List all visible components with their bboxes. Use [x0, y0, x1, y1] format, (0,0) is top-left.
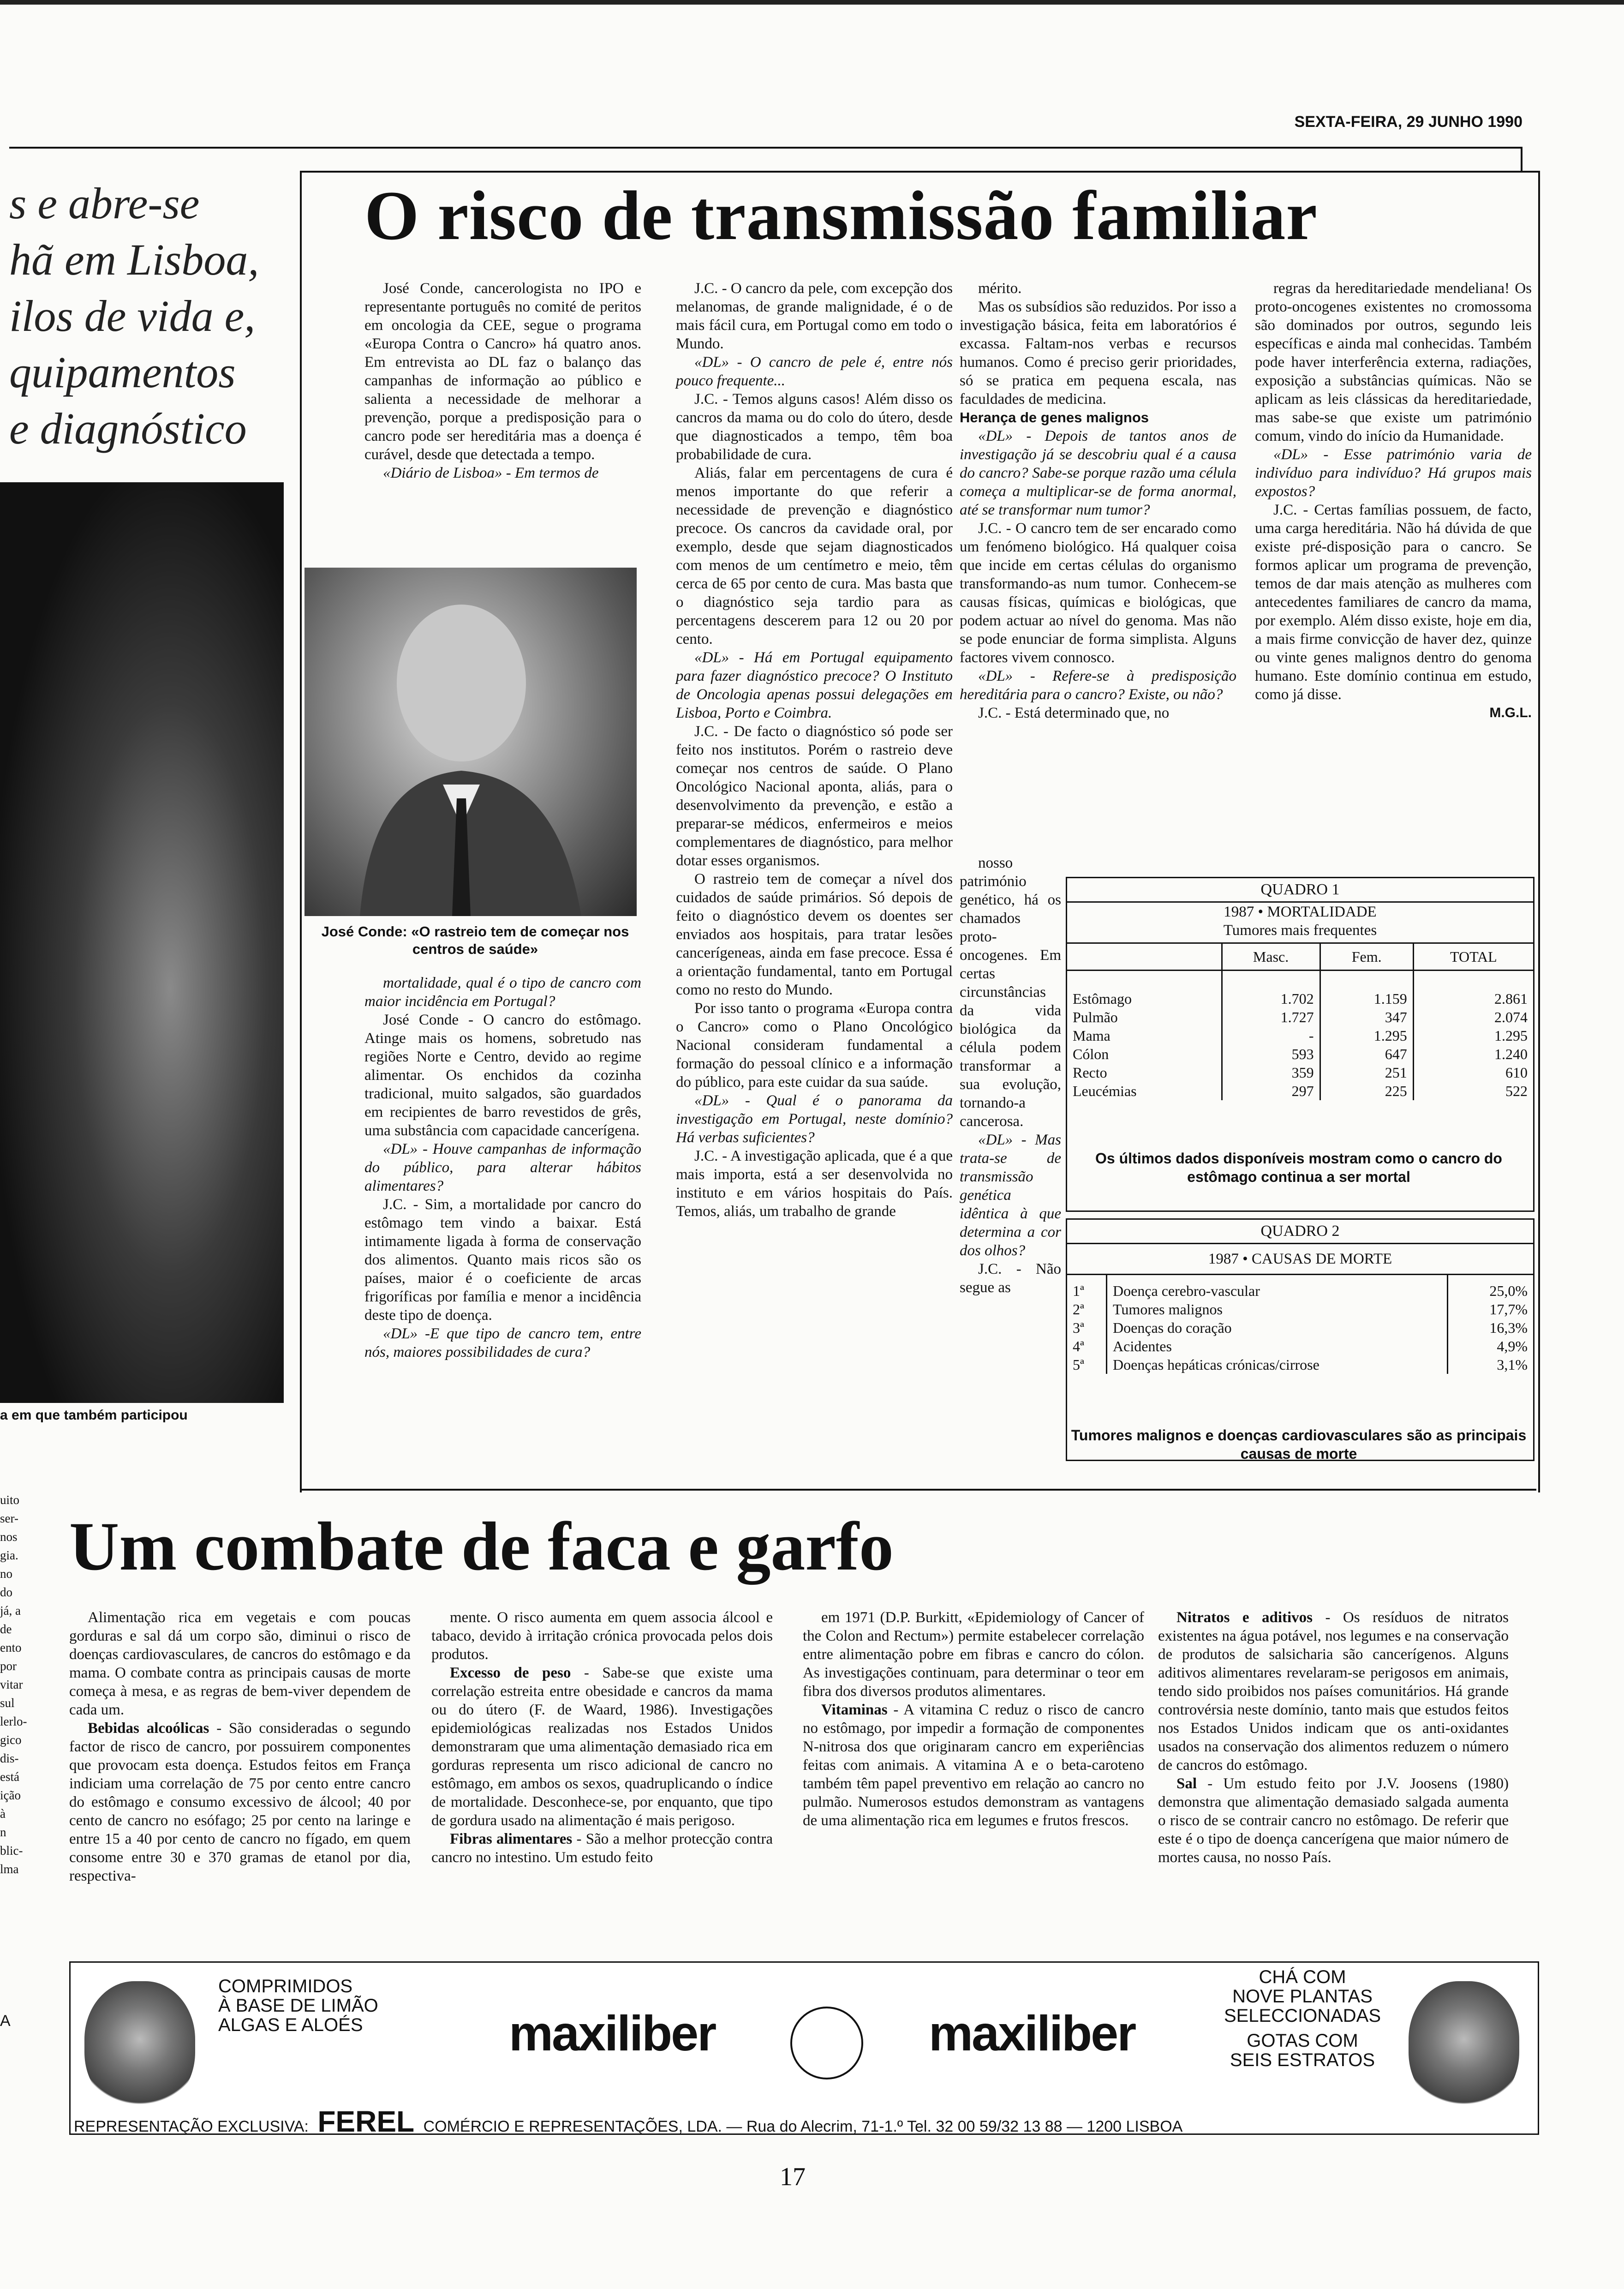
article-paragraph: «DL» - Há em Portugal equipamento para fazer diagnóstico precoce? O Instituto de Oncologia apenas possui delegações em Lisboa, Porto e Coimbra.: [676, 649, 953, 721]
table-cell: 5ª: [1067, 1355, 1107, 1374]
article-paragraph: Aliás, falar em percentagens de cura é menos importante do que referir a necessidade de prevenção e diagnóstico precoce. Os cancros da cavidade oral, por exemplo, desde que sejam diagnosticados com menos de um centímetro e meio, têm cerca de 65 por cento de cura. Mas basta que o diagnóstico seja tardio para as percentagens descerem para 12 ou 20 por cento.: [676, 465, 953, 647]
table-cell: 4ª: [1067, 1337, 1107, 1355]
table-cell: Tumores malignos: [1113, 1301, 1223, 1318]
article-paragraph: J.C. - A investigação aplicada, que é a que mais importa, está a ser desenvolvida no instituto e em vários hospitais do País. Temos, aliás, um trabalho de grande: [676, 1148, 953, 1220]
article-paragraph: J.C. - De facto o diagnóstico só pode ser feito nos institutos. Porém o rastreio deve começar nos centros de saúde. O Plano Oncológico Nacional aponta, aliás, para o desenvolvimento da prevenção, e estão a preparar-se médicos, enfermeiros e meios complementares de diagnóstico, para melhor dotar esses organismos.: [676, 723, 953, 869]
column-header: [1067, 943, 1222, 971]
article-2-headline: Um combate de faca e garfo: [69, 1508, 894, 1585]
left-fragment: ento: [0, 1641, 22, 1654]
article-paragraph: José Conde, cancerologista no IPO e representante português no comité de peritos em oncologia da CEE, segue o programa «Europa Contra o Cancro» há quatro anos. Em entrevista ao DL faz o balanço das campanhas de informação ao público e salienta a necessidade de melhorar a prevenção, porque a predisposição para o cancro pode ser hereditária mas a doença é curável, desde que detectada a tempo.: [364, 280, 641, 463]
article-paragraph: J.C. - O cancro da pele, com excepção dos melanomas, de grande malignidade, é o de mais fácil cura, em Portugal como em todo o Mundo.: [676, 280, 953, 352]
ad-left-line: COMPRIMIDOS: [218, 1976, 353, 1996]
flower-illustration-icon: [84, 1981, 195, 2110]
top-rule-tick: [1521, 147, 1522, 172]
table-row: [1067, 1300, 1533, 1318]
article-paragraph: mortalidade, qual é o tipo de cancro com maior incidência em Portugal?: [364, 975, 641, 1010]
article-paragraph: J.C. - O cancro tem de ser encarado como um fenómeno biológico. Há qualquer coisa que incide em certas células do organismo transformando-as num tumor. Conhecem-se causas físicas, químicas e biológicas, que podem actuar ao nível do genoma. Mas não se pode enunciar de forma simplista. Alguns factores vivem connosco.: [960, 520, 1236, 666]
brand-logo-right: maxiliber: [929, 2005, 1135, 2061]
left-fragment: vitar: [0, 1678, 23, 1691]
left-column-fragments: [0, 1491, 46, 1878]
table-cell: Doenças hepáticas crónicas/cirrose: [1113, 1356, 1320, 1373]
teaser-line: ilos de vida e,: [9, 291, 256, 341]
teaser-line: s e abre-se: [9, 179, 200, 228]
article-paragraph: «DL» - Depois de tantos anos de investigação já se descobriu qual é a causa do cancro? Sabe-se porque razão uma célula começa a multiplicar-se de forma anormal, até se transformar num tumor?: [960, 428, 1236, 518]
table-cell: 16,3%: [1448, 1318, 1534, 1337]
article-paragraph: Alimentação rica em vegetais e com poucas gorduras e sal dá um corpo são, diminui o risco de doenças cardiovasculares, de cancros do estômago e da mama. O combate contra as principais causas de morte começa à mesa, e as regras de bem-viver dependem de cada um.: [69, 1609, 411, 1718]
article-paragraph: J.C. - Temos alguns casos! Além disso os cancros da mama ou do colo do útero, desde que diagnosticados a tempo, têm boa probabilidade de cura.: [676, 391, 953, 463]
table-cell: 1.702: [1222, 989, 1320, 1008]
article-paragraph: José Conde - O cancro do estômago. Atinge mais os homens, sobretudo nas regiões Norte e Centro, devido ao regime alimentar. Os enchidos da cozinha tradicional, muito salgados, são guardados em recipientes de barro revestidos de grês, uma substância com capacidade cancerígena.: [364, 1012, 641, 1139]
article-box-bottom-rule: [300, 1489, 1536, 1491]
table-cell: Leucémias: [1073, 1083, 1137, 1099]
left-fragment: A: [0, 2012, 11, 2030]
article-paragraph: «DL» - Refere-se à predisposição hereditária para o cancro? Existe, ou não?: [960, 668, 1236, 703]
ad-right-line: GOTAS COM: [1247, 2031, 1358, 2051]
quadro-2-subtitle: 1987 • CAUSAS DE MORTE: [1067, 1244, 1533, 1275]
teaser-headline: [9, 175, 286, 457]
article-column-3-narrow: [960, 854, 1061, 1297]
column-header: Fem.: [1320, 943, 1413, 971]
left-fragment: ser-: [0, 1511, 18, 1525]
article-paragraph: em 1971 (D.P. Burkitt, «Epidemiology of Cancer of the Colon and Rectum») permite estabelecer correlação entre alimentação pobre em fibras e cancro do cólon. As investigações continuam, para determinar o teor em fibra dos diversos produtos alimentares.: [803, 1609, 1144, 1700]
article-paragraph: mente. O risco aumenta em quem associa álcool e tabaco, devido à irritação crónica provocada pelos dois produtos.: [431, 1609, 773, 1663]
table-cell: 297: [1222, 1082, 1320, 1100]
author-signature: M.G.L.: [1489, 705, 1532, 720]
table-cell: Cólon: [1073, 1046, 1109, 1062]
left-fragment: gico: [0, 1733, 22, 1747]
ad-right-line: SEIS ESTRATOS: [1230, 2050, 1375, 2070]
top-rule: [9, 147, 1522, 149]
left-fragment: ição: [0, 1788, 21, 1802]
left-fragment: sul: [0, 1696, 15, 1710]
ad-left-line: ALGAS E ALOÉS: [218, 2015, 363, 2035]
quadro-2-caption: Tumores malignos e doenças cardiovasculares são as principais causas de morte: [1071, 1427, 1527, 1462]
quadro-1-subtitle: 1987 • MORTALIDADE: [1224, 904, 1377, 920]
table-row: [1067, 1026, 1533, 1045]
left-fragment: do: [0, 1585, 12, 1599]
ad-right-line: SELECCIONADAS: [1224, 2006, 1381, 2026]
table-row: [1067, 1275, 1533, 1300]
article-headline: O risco de transmissão familiar: [364, 177, 1318, 254]
article-paragraph: «DL» - Mas trata-se de transmissão genética idêntica à que determina a cor dos olhos?: [960, 1132, 1061, 1259]
table-cell: 593: [1222, 1045, 1320, 1063]
table-cell: 1.240: [1413, 1045, 1533, 1063]
quadro-2-table: [1066, 1218, 1534, 1461]
left-fragment: dis-: [0, 1751, 19, 1765]
article-column-1-top: [364, 279, 641, 482]
article-paragraph: J.C. - Certas famílias possuem, de facto, uma carga hereditária. Não há dúvida de que existe pré-disposição para o cancro. Se formos aplicar um programa de prevenção, temos de dar mais atenção as mulheres com antecedentes familiares de cancro da mama, por exemplo. Além disso existe, hoje em dia, a mais firme convicção de haver dez, quinze ou vinte genes malignos dentro do genoma humano. Este domínio continua em estudo, como já disse.: [1255, 502, 1532, 703]
table-cell: Estômago: [1073, 990, 1132, 1007]
table-cell: Acidentes: [1113, 1338, 1172, 1354]
table-row: [1067, 1337, 1533, 1355]
article-paragraph: nosso património genético, há os chamados proto-oncogenes. Em certas circunstâncias da vida biológica da célula podem transformar a sua evolução, tornando-a cancerosa.: [960, 855, 1061, 1130]
left-fragment: já, a: [0, 1604, 21, 1618]
table-row: [1067, 1063, 1533, 1082]
table-row: [1067, 989, 1533, 1008]
top-border: [0, 0, 1624, 5]
ad-right-line: NOVE PLANTAS: [1232, 1986, 1373, 2007]
ad-left-copy: [218, 1977, 378, 2035]
table-row: [1067, 1318, 1533, 1337]
table-cell: 647: [1320, 1045, 1413, 1063]
ad-footer-text: COMÉRCIO E REPRESENTAÇÕES, LDA. — Rua do Alecrim, 71-1.º Tel. 32 00 59/32 13 88 — 1200 LISBOA: [423, 2118, 1183, 2135]
article-column-4: [1255, 279, 1532, 722]
ferel-logo: FEREL: [317, 2105, 415, 2138]
article-paragraph: O rastreio tem de começar a nível dos cuidados de saúde primários. Só depois de feito o diagnóstico devem os doentes ser enviados aos hospitais, para tratar lesões cancerígeneas, ainda em fase precoce. Essa é a orientação fundamental, tanto em Portugal como no resto do Mundo.: [676, 871, 953, 998]
left-fragment: n: [0, 1825, 6, 1839]
article-paragraph: Por isso tanto o programa «Europa contra o Cancro» como o Plano Oncológico Nacional consideram fundamental a formação do pessoal clínico e a informação do público, para este cuidar da sua saúde.: [676, 1000, 953, 1091]
teaser-line: quipamentos: [9, 348, 236, 397]
left-fragment: blic-: [0, 1844, 23, 1858]
article-2-column-3: [803, 1608, 1144, 1830]
table-cell: 225: [1320, 1082, 1413, 1100]
table-cell: 1.295: [1320, 1026, 1413, 1045]
left-fragment: à: [0, 1807, 6, 1821]
table-cell: 4,9%: [1448, 1337, 1534, 1355]
table-cell: 25,0%: [1448, 1275, 1534, 1300]
paragraph-lead: Excesso de peso: [450, 1665, 571, 1681]
article-paragraph: «DL» - O cancro de pele é, entre nós pouco frequente...: [676, 354, 953, 389]
table-row: [1067, 1355, 1533, 1374]
article-paragraph: «DL» - Esse património varia de indivíduo para indivíduo? Há grupos mais expostos?: [1255, 446, 1532, 500]
article-2-column-4: [1158, 1608, 1509, 1867]
article-paragraph: «Diário de Lisboa» - Em termos de: [383, 465, 599, 481]
subheading: Herança de genes malignos: [960, 409, 1149, 425]
table-cell: 347: [1320, 1008, 1413, 1026]
article-paragraph: Nitratos e aditivos - Os resíduos de nitratos existentes na água potável, nos legumes e na conservação de produtos de salsicharia são cancerígenos. Alguns aditivos alimentares revelaram-se perigosos em animais, tendo sido proibidos nos países comunitários. Há grande controvérsia neste domínio, tanto mais que estudos feitos nos Estados Unidos indicam que os anti-oxidantes usados na conservação dos alimentos reduzem o número de cancros do estômago.: [1158, 1609, 1509, 1774]
left-fragment: por: [0, 1659, 17, 1673]
portrait-silhouette-icon: [304, 568, 637, 916]
article-column-3: [960, 279, 1236, 722]
table-cell: 17,7%: [1448, 1300, 1534, 1318]
table-cell: 610: [1413, 1063, 1533, 1082]
article-column-1-bottom: [364, 974, 641, 1361]
table-cell: 522: [1413, 1082, 1533, 1100]
page-number: 17: [780, 2163, 806, 2191]
table-cell: 1.727: [1222, 1008, 1320, 1026]
table-cell: 359: [1222, 1063, 1320, 1082]
table-cell: Recto: [1073, 1064, 1107, 1081]
article-paragraph: «DL» -E que tipo de cancro tem, entre nós, maiores possibilidades de cura?: [364, 1325, 641, 1360]
column-header: Masc.: [1222, 943, 1320, 971]
article-2-column-2: [431, 1608, 773, 1867]
table-cell: 251: [1320, 1063, 1413, 1082]
article-paragraph: Sal - Um estudo feito por J.V. Joosens (1980) demonstra que alimentação demasiado salgada aumenta o risco de se contrair cancro no estômago. De referir que este é o tipo de doença cancerígena que maior número de mortes causa, no nosso País.: [1158, 1775, 1509, 1866]
table-row: [1067, 1008, 1533, 1026]
article-2-column-1: [69, 1608, 411, 1885]
flower-illustration-icon: [1409, 1981, 1519, 2110]
table-row: [1067, 1045, 1533, 1063]
left-fragment: lerlo-: [0, 1714, 27, 1728]
table-cell: 1.159: [1320, 989, 1413, 1008]
table-cell: Mama: [1073, 1027, 1111, 1044]
portrait-caption: José Conde: «O rastreio tem de começar nos centros de saúde»: [321, 923, 629, 957]
quadro-1-title: QUADRO 1: [1067, 878, 1533, 903]
table-cell: 3,1%: [1448, 1355, 1534, 1374]
quadro-1-subtitle-2: Tumores mais frequentes: [1223, 922, 1377, 939]
paragraph-lead: Fibras alimentares: [450, 1831, 573, 1847]
left-fragment: gia.: [0, 1548, 18, 1562]
table-cell: Pulmão: [1073, 1009, 1118, 1025]
article-paragraph: «DL» - Houve campanhas de informação do público, para alterar hábitos alimentares?: [364, 1141, 641, 1194]
table-cell: -: [1222, 1026, 1320, 1045]
table-cell: 3ª: [1067, 1318, 1107, 1337]
article-paragraph: «DL» - Qual é o panorama da investigação em Portugal, neste domínio? Há verbas suficientes?: [676, 1092, 953, 1146]
portrait-photo: [304, 568, 637, 916]
paragraph-lead: Vitaminas: [821, 1702, 888, 1718]
article-column-2: [676, 279, 953, 1221]
article-paragraph: Fibras alimentares - São a melhor protecção contra cancro no intestino. Um estudo feito: [431, 1831, 773, 1866]
article-paragraph: J.C. - Não segue as: [960, 1261, 1061, 1296]
quadro-2-grid: [1067, 1275, 1533, 1374]
article-paragraph: regras da hereditariedade mendeliana! Os proto-oncogenes existentes no cromossoma são dominados por outros, segundo leis específicas e ainda mal conhecidas. Também pode haver interferência externa, radiações, exposição a substâncias químicas. Não se aplicam as leis clássicas da hereditariedade, mas sabe-se que existe um património comum, vindo do início da Humanidade.: [1255, 280, 1532, 444]
ad-right-line: CHÁ COM: [1259, 1967, 1346, 1987]
left-fragment: uito: [0, 1493, 20, 1507]
table-cell: Doenças do coração: [1113, 1319, 1232, 1336]
article-paragraph: J.C. - Sim, a mortalidade por cancro do estômago tem vindo a baixar. Está intimamente ligada à forma de conservação dos alimentos. Quanto mais ricos são os países, maior é o coeficiente de arcas frigoríficas por família e menor a incidência deste tipo de doença.: [364, 1196, 641, 1324]
ad-left-line: À BASE DE LIMÃO: [218, 1995, 378, 2016]
paragraph-lead: Sal: [1176, 1775, 1197, 1792]
column-header: TOTAL: [1413, 943, 1533, 971]
teaser-line: hã em Lisboa,: [9, 235, 259, 284]
paragraph-lead: Bebidas alcoólicas: [88, 1720, 209, 1737]
left-fragment: de: [0, 1622, 12, 1636]
paragraph-lead: Nitratos e aditivos: [1176, 1609, 1313, 1626]
left-photo: [0, 482, 284, 1403]
table-cell: 2ª: [1067, 1300, 1107, 1318]
table-cell: 2.861: [1413, 989, 1533, 1008]
left-fragment: no: [0, 1567, 12, 1581]
teaser-line: e diagnóstico: [9, 404, 247, 453]
brand-logo-left: maxiliber: [509, 2005, 716, 2061]
table-cell: 1ª: [1067, 1275, 1107, 1300]
ad-footer-prefix: REPRESENTAÇÃO EXCLUSIVA:: [74, 2118, 309, 2135]
left-photo-caption: a em que também participou: [0, 1408, 188, 1423]
left-fragment: nos: [0, 1530, 18, 1544]
article-paragraph: Mas os subsídios são reduzidos. Por isso a investigação básica, feita em laboratórios é excassa. Faltam-nos verbas e recursos humanos. Como é preciso gerir prioridades, só se pratica em pequena escala, nas faculdades de medicina.: [960, 299, 1236, 407]
article-paragraph: J.C. - Está determinado que, no: [978, 705, 1170, 721]
ad-right-copy: [1215, 1967, 1390, 2070]
article-paragraph: Vitaminas - A vitamina C reduz o risco de cancro no estômago, por impedir a formação de componentes N-nitrosa dos que originaram cancro em experiências feitas com animais. A vitamina A e o beta-caroteno também têm papel preventivo em relação ao cancro no pulmão. Numerosos estudos demonstram as vantagens de uma alimentação rica em legumes e frutos frescos.: [803, 1702, 1144, 1829]
issue-date: SEXTA-FEIRA, 29 JUNHO 1990: [1294, 113, 1522, 131]
table-cell: 1.295: [1413, 1026, 1533, 1045]
article-paragraph: mérito.: [978, 280, 1022, 297]
table-row: [1067, 1082, 1533, 1100]
table-cell: 2.074: [1413, 1008, 1533, 1026]
seal-icon: [790, 2007, 863, 2079]
quadro-1-grid: [1067, 942, 1533, 1100]
article-paragraph: Bebidas alcoólicas - São consideradas o segundo factor de risco de cancro, por possuirem componentes que provocam esta doença. Estudos feitos em França indiciam uma correlação de 75 por cento entre cancro do estômago e consumo excessivo de álcool; 40 por cento de cancro no esófago; 25 por cento na laringe e entre 15 a 40 por cento de cancro no fígado, em quem consome entre 30 e 370 gramas de etanol por dia, respectiva-: [69, 1720, 411, 1884]
article-paragraph: Excesso de peso - Sabe-se que existe uma correlação estreita entre obesidade e cancros da mama ou do útero (F. de Waard, 1986). Investigações epidemiológicas realizadas nos Estados Unidos demonstraram que uma alimentação demasiado rica em gorduras representa um risco adicional de cancro no estômago, em ambos os sexos, quadruplicando o índice de mortalidade. Desconhece-se, por enquanto, que tipo de gordura usado na alimentação é mais perigoso.: [431, 1665, 773, 1829]
quadro-2-title: QUADRO 2: [1067, 1220, 1533, 1244]
table-cell: Doença cerebro-vascular: [1113, 1282, 1260, 1299]
left-fragment: lma: [0, 1862, 19, 1876]
quadro-1-caption: Os últimos dados disponíveis mostram como o cancro do estômago continua a ser mortal: [1095, 1150, 1502, 1185]
ad-footer: [74, 2104, 1504, 2139]
left-fragment: está: [0, 1770, 19, 1784]
